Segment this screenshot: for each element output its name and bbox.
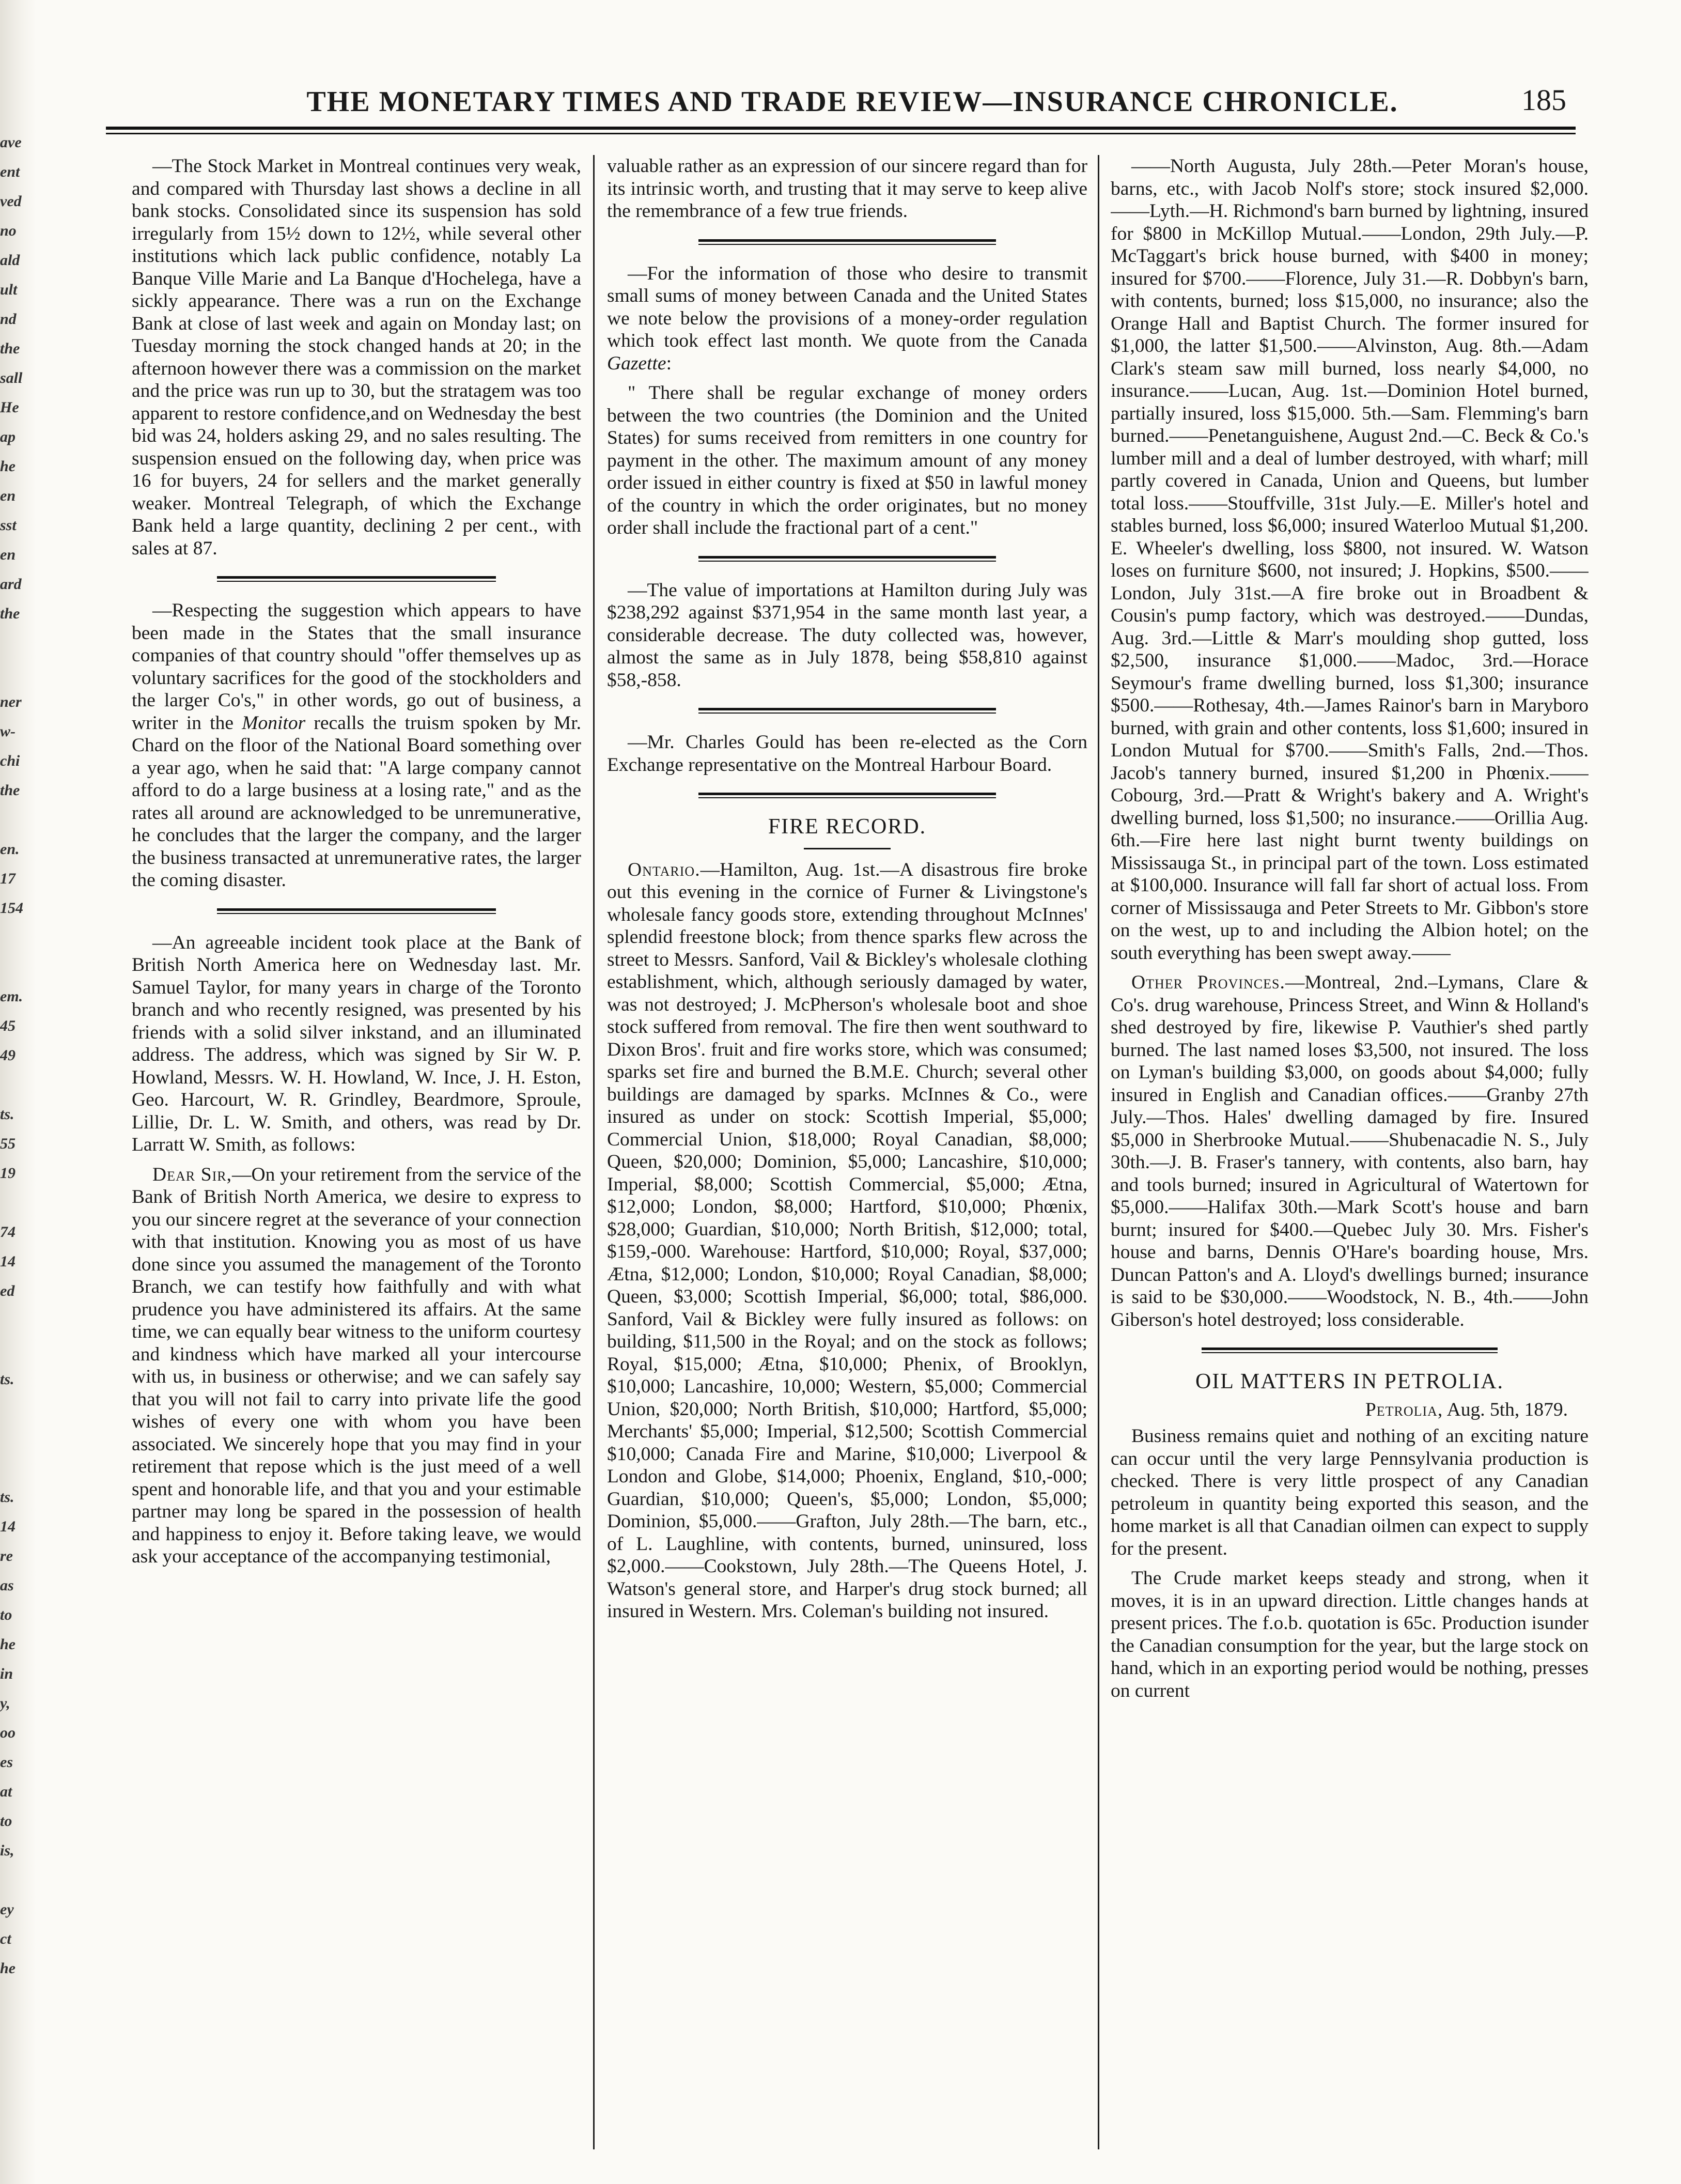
gutter-fragment: ard <box>0 576 22 593</box>
column-rule-2 <box>1098 155 1099 2149</box>
gutter-fragment: 49 <box>0 1047 15 1064</box>
separator-rule <box>217 908 495 914</box>
gutter-fragment: ts. <box>0 1106 14 1123</box>
column-rule-1 <box>593 155 595 2149</box>
gutter-fragment: to <box>0 1813 12 1830</box>
gutter-fragment: He <box>0 399 19 416</box>
gutter-fragment: ult <box>0 281 18 298</box>
header-rule <box>106 127 1576 134</box>
gutter-fragment: 14 <box>0 1518 15 1535</box>
gutter-fragment: to <box>0 1606 12 1623</box>
gutter-fragment: the <box>0 605 20 622</box>
gutter-fragment: 74 <box>0 1223 15 1241</box>
separator-rule <box>698 556 997 562</box>
fire-record-heading: FIRE RECORD. <box>768 815 927 839</box>
gutter-fragment: oo <box>0 1724 15 1741</box>
separator-rule <box>217 576 495 582</box>
gutter-fragment: es <box>0 1754 13 1771</box>
gutter-fragment: ey <box>0 1901 14 1918</box>
gutter-fragment: 19 <box>0 1165 15 1182</box>
gutter-fragment: ave <box>0 134 22 151</box>
article-hamilton-imports: —The value of importations at Hamilton during July was $238,292 against $371,954 in the same month last year, a considerable decrease. The duty collected was, however, almost the same as in July 1878, being $58,810 against $58,-858. <box>607 579 1087 691</box>
column-1 <box>132 155 581 2144</box>
oil-dateline: Petrolia, Aug. 5th, 1879. <box>1365 1399 1568 1420</box>
oil-paragraph-1: Business remains quiet and nothing of an exciting nature can occur until the very large Pennsylvania production is checked. There is very little prospect of any Canadian petroleum in quantity being exported this season, and the home market is all that Canadian oilmen can expect to supply for the present. <box>1111 1426 1589 1559</box>
article-money-orders: —For the information of those who desire to transmit small sums of money between Canada and the United States we note below the provisions of a money-order regulation which took effect last month. We quote from the Canada Gazette: <box>607 262 1087 374</box>
gutter-fragment: en <box>0 487 15 504</box>
gutter-fragment: 55 <box>0 1135 15 1152</box>
fire-record-continued: ——North Augusta, July 28th.—Peter Moran's house, barns, etc., with Jacob Nolf's store; stock insured $2,000.——Lyth.—H. Richmond's barn burned by lightning, insured for $800 in McKillop Mutual.——London, 29th July.—P. McTaggart's brick house burned, with $400 in money; insured for $700.——Florence, July 31.—R. Dobbyn's barn, with contents, burned; loss $15,000, no insurance; also the Orange Hall and Baptist Church. The former insured for $1,000, the latter $1,500.——Alvinston, Aug. 8th.—Adam Clark's steam saw mill burned, loss nearly $4,000, no insurance.——Lucan, Aug. 1st.—Dominion Hotel burned, partially insured, loss $15,000. 5th.—Sam. Flemming's barn burned.——Penetanguishene, August 2nd.—C. Beck & Co.'s lumber mill and a deal of lumber destroyed, with wharf; mill partly covered in Canada, Union and Queens, but lumber total loss.——Stouffville, 31st July.—E. Miller's hotel and stables burned, loss $6,000; insured Waterloo Mutual $1,200. E. Wheeler's dwelling, loss $800, not insured. W. Watson loses on furniture $600, not insured; J. Hopkins, $500.——London, July 31st.—A fire broke out in Broadbent & Cousin's pump factory, which was destroyed.——Dundas, Aug. 3rd.—Little & Marr's moulding shop gutted, loss $2,500, insurance $1,000.——Madoc, 3rd.—Horace Seymour's frame dwelling burned, loss $1,300; insurance $500.——Rothesay, 4th.—James Rainor's barn in Maryboro burned, with grain and other contents, loss $1,600; insured in London Mutual for $700.——Smith's Falls, 2nd.—Thos. Jacob's tannery burned, insured $1,200 in Phœnix.——Cobourg, 3rd.—Pratt & Wright's bakery and A. Wright's dwelling burned, loss $1,500; no insurance.——Orillia Aug. 6th.—Fire here last night burnt twenty buildings on Mississauga St., in principal part of the town. Loss estimated at $100,000. Insurance will fall far short of actual loss. From corner of Mississauga and Peter Streets to Mr. Gibbon's store on the west, up to and including the Albion hotel; on the south everything has been swept away.—— <box>1111 156 1589 964</box>
gutter-fragment: ner <box>0 693 22 710</box>
gutter-fragment: w- <box>0 723 15 740</box>
gutter-fragment: ts. <box>0 1489 14 1506</box>
gutter-fragment: re <box>0 1547 13 1565</box>
gutter-fragment: ent <box>0 163 20 180</box>
gutter-fragment: ct <box>0 1930 11 1947</box>
gutter-fragment: the <box>0 782 20 799</box>
gutter-fragment: ap <box>0 428 15 445</box>
gutter-fragment: ts. <box>0 1371 14 1388</box>
gutter-fragment: chi <box>0 752 20 769</box>
separator-rule <box>698 708 997 714</box>
masthead-title: THE MONETARY TIMES AND TRADE REVIEW—INSURANCE CHRONICLE. <box>306 86 1398 118</box>
gutter-fragment: is, <box>0 1842 14 1859</box>
gutter-fragment: em. <box>0 988 23 1005</box>
page-number: 185 <box>1521 83 1566 117</box>
gutter-fragment: no <box>0 222 17 239</box>
gutter-fragment: he <box>0 458 15 475</box>
gutter-fragment: sst <box>0 517 17 534</box>
gutter-fragment: ved <box>0 193 22 210</box>
article-charles-gould: —Mr. Charles Gould has been re-elected as the Corn Exchange representative on the Montreal Harbour Board. <box>607 732 1087 776</box>
gutter-fragment: 45 <box>0 1017 15 1034</box>
gutter-fragment: as <box>0 1577 14 1594</box>
gutter-fragment: he <box>0 1636 15 1653</box>
article-small-insurance: —Respecting the suggestion which appears to have been made in the States that the small insurance companies of that country should "offer themselves up as voluntary sacrifices for the good of the stockholders and the larger Co's," in other words, go out of business, a writer in the Monitor recalls the truism spoken by Mr. Chard on the floor of the National Board something over a year ago, when he said that: "A large company cannot afford to do a large business at a losing rate," and as the rates all around are acknowledged to be unremunerative, he concludes that the larger the company, and the larger the business transacted at unremunerative rates, the larger the coming disaster. <box>132 600 581 891</box>
article-bank-presentation: —An agreeable incident took place at the Bank of British North America here on Wednesday last. Mr. Samuel Taylor, for many years in charge of the Toronto branch and who recently resigned, was presented by his friends with a solid silver inkstand, and an illuminated address. The address, which was signed by Sir W. P. Howland, Messrs. W. H. Howland, W. Ince, J. H. Eston, Geo. Harcourt, W. R. Grindley, Beardmore, Sproule, Lillie, Dr. L. W. Smith, and others, was read by Dr. Larratt W. Smith, as follows: <box>132 932 581 1155</box>
fire-record-ontario: Ontario.—Hamilton, Aug. 1st.—A disastrous fire broke out this evening in the cornice of Furner & Livingstone's wholesale fancy goods store, extending throughout McInnes' splendid freestone block; from thence sparks flew across the street to Messrs. Sanford, Vail & Bickley's wholesale clothing establishment, which, although seriously damaged by water, was not destroyed; J. McPherson's wholesale boot and shoe stock suffered from removal. The fire then went southward to Dixon Bros'. fruit and fire works store, which was consumed; sparks set fire and burned the B.M.E. Church; several other buildings are damaged by sparks. McInnes & Co., were insured as under on stock: Scottish Imperial, $5,000; Commercial Union, $18,000; Royal Canadian, $8,000; Queen, $20,000; Dominion, $5,000; Lancashire, $10,000; Imperial, $8,000; Scottish Commercial, $5,000; Ætna, $12,000; London, $8,000; Hartford, $10,000; Phœnix, $28,000; Guardian, $10,000; North British, $12,000; total, $159,-000. Warehouse: Hartford, $10,000; Royal, $37,000; Ætna, $12,000; London, $10,000; Royal Canadian, $8,000; Queen, $3,000; Scottish Imperial, $6,000; total, $86,000. Sanford, Vail & Bickley were fully insured as follows: on building, $11,500 in the Royal; and on the stock as follows; Royal, $15,000; Ætna, $10,000; Phenix, of Brooklyn, $10,000; Lancashire, 10,000; Western, $5,000; Commercial Union, $20,000; North British, $10,000; Hartford, $5,000; Merchants' $5,000; Imperial, $12,500; Scottish Commercial $10,000; Canada Fire and Marine, $10,000; Liverpool & London and Globe, $14,000; Phoenix, England, $10,-000; Guardian, $10,000; Queen's, $5,000; London, $5,000; Dominion, $5,000.——Grafton, July 28th.—The barn, etc., of L. Laughline, with contents, burned, uninsured, loss $2,000.——Cookstown, July 28th.—The Queens Hotel, J. Watson's general store, and Harper's drug stock burned; all insured in Western. Mrs. Coleman's building not insured. <box>607 859 1087 1622</box>
article-stock-market: —The Stock Market in Montreal continues very weak, and compared with Thursday last shows a decline in all bank stocks. Consolidated since its suspension has sold irregularly from 15½ down to 12½, while several other institutions which lack public confidence, notably La Banque Ville Marie and La Banque d'Hochelega, have a sickly appearance. There was a run on the Exchange Bank at close of last week and again on Monday last; on Tuesday morning the stock changed hands at 20; in the afternoon however there was a commission on the market and the price was run up to 30, but the stratagem was too apparent to restore confidence,and on Wednesday the best bid was 24, holders asking 29, and no sales resulting. The suspension ensued on the following day, when price was 16 for buyers, 24 for sellers and the market generally weaker. Montreal Telegraph, of which the Exchange Bank held a large quantity, declining 2 per cent., with sales at 87. <box>132 156 581 559</box>
gutter-fragment: 154 <box>0 900 23 917</box>
gutter-fragment: nd <box>0 311 17 328</box>
gutter-fragment: 14 <box>0 1253 15 1270</box>
gutter-fragment: at <box>0 1783 12 1800</box>
short-rule <box>804 848 890 849</box>
money-order-quote: " There shall be regular exchange of money orders between the two countries (the Dominion and the United States) for sums received from remitters in one country for payment in the other. The maximum amount of any money order issued in either country is fixed at $50 in lawful money of the country in which the order originates, but no money order shall include the fractional part of a cent." <box>607 382 1087 538</box>
gutter-fragment: in <box>0 1665 13 1682</box>
separator-rule <box>698 239 997 245</box>
gutter-fragment: ald <box>0 252 20 269</box>
column-3 <box>1111 155 1589 2144</box>
column-2 <box>607 155 1087 2144</box>
address-letter: Dear Sir,—On your retirement from the service of the Bank of British North America, we desire to express to you our sincere regret at the severance of your connection with that institution. Knowing you as most of us have done since you assumed the management of the Toronto Branch, we can testify how faithfully and with what prudence you have administered its affairs. At the same time, we can equally bear witness to the uniform courtesy and kindness which have marked all your intercourse with us, in business or otherwise; and we can safely say that you will not fail to carry into private life the good wishes of every one with whom you have been associated. We sincerely hope that you may find in your retirement that repose which is the just meed of a well spent and honorable life, and that you and your estimable partner may long be spared in the possession of health and happiness to enjoy it. Before taking leave, we would ask your acceptance of the accompanying testimonial, <box>132 1164 581 1567</box>
separator-rule <box>698 793 997 798</box>
gutter-fragment: y, <box>0 1695 10 1712</box>
oil-paragraph-2: The Crude market keeps steady and strong, when it moves, it is in an upward direction. Little changes hands at present prices. The f.o.b. quotation is 65c. Production isunder the Canadian consumption for the year, but the large stock on hand, which in an exporting period would be nothing, presses on current <box>1111 1568 1589 1701</box>
gutter-fragment: en <box>0 546 15 563</box>
gutter-fragment: the <box>0 340 20 357</box>
gutter-fragment: sall <box>0 369 23 386</box>
fire-record-other-provinces: Other Provinces.—Montreal, 2nd.–Lymans, Clare & Co's. drug warehouse, Princess Street, and Winn & Holland's shed destroyed by fire, likewise P. Vauthier's shed partly burned. The last named loses $3,500, not insured. The loss on Lyman's building $3,000, on goods about $4,000; fully insured in English and Canadian offices.——Granby 27th July.—Thos. Hales' dwelling damaged by fire. Insured $5,000 in Sherbrooke Mutual.——Shubenacadie N. S., July 30th.—J. B. Fraser's tannery, with contents, also barn, hay and tools burned; insured in Agricultural of Watertown for $5,000.——Halifax 30th.—Mark Scott's house and barn burnt; insured for $400.—Quebec July 30. Mrs. Fisher's house and barns, Dennis O'Hare's boarding house, Mrs. Duncan Patton's and A. Lloyd's dwellings burned; insurance is said to be $30,000.——Woodstock, N. B., 4th.——John Giberson's hotel destroyed; loss considerable. <box>1111 972 1589 1330</box>
oil-matters-heading: OIL MATTERS IN PETROLIA. <box>1195 1370 1504 1393</box>
gutter-fragment: 17 <box>0 870 15 887</box>
gutter-fragment: ed <box>0 1282 15 1299</box>
separator-rule <box>1202 1347 1498 1353</box>
gutter-fragment: en. <box>0 841 20 858</box>
address-letter-continued: valuable rather as an expression of our sincere regard than for its intrinsic worth, and trusting that it may serve to keep alive the remembrance of a few true friends. <box>607 156 1087 222</box>
gutter-fragment: he <box>0 1960 15 1977</box>
